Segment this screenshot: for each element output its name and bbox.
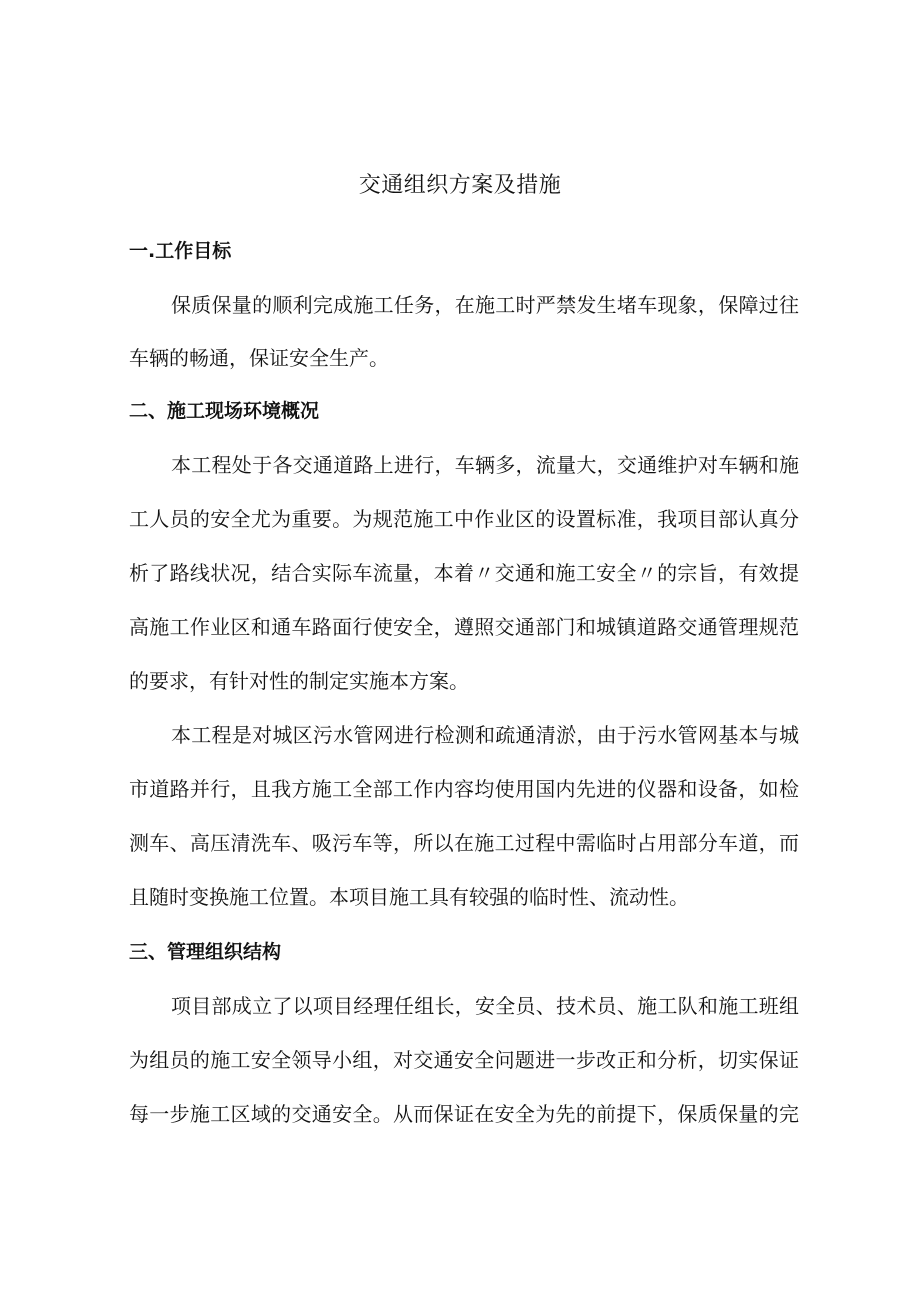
paragraph-line: 保质保量的顺利完成施工任务，在施工时严禁发生堵车现象，保障过往 xyxy=(171,293,799,317)
paragraph-line: 工人员的安全尤为重要。为规范施工中作业区的设置标准，我项目部认真分 xyxy=(129,507,799,531)
paragraph-line: 车辆的畅通，保证安全生产。 xyxy=(129,346,389,370)
page-title: 交通组织方案及措施 xyxy=(358,173,562,198)
section-heading-site-environment: 二、施工现场环境概况 xyxy=(129,400,320,422)
paragraph-line: 且随时变换施工位置。本项目施工具有较强的临时性、流动性。 xyxy=(129,885,689,909)
paragraph-line: 本工程处于各交通道路上进行，车辆多，流量大，交通维护对车辆和施 xyxy=(171,453,799,477)
paragraph-line: 为组员的施工安全领导小组，对交通安全问题进一步改正和分析，切实保证 xyxy=(129,1048,799,1072)
paragraph-line: 高施工作业区和通车路面行使安全，遵照交通部门和城镇道路交通管理规范 xyxy=(129,615,799,639)
paragraph-line: 测车、高压清洗车、吸污车等，所以在施工过程中需临时占用部分车道，而 xyxy=(129,831,799,855)
paragraph-line: 项目部成立了以项目经理任组长，安全员、技术员、施工队和施工班组 xyxy=(171,994,799,1018)
paragraph-line: 析了路线状况，结合实际车流量，本着〃交通和施工安全〃的宗旨，有效提 xyxy=(129,561,799,585)
paragraph-line: 市道路并行，且我方施工全部工作内容均使用国内先进的仪器和设备，如检 xyxy=(129,777,799,801)
paragraph-line: 的要求，有针对性的制定实施本方案。 xyxy=(129,669,469,693)
section-heading-goals: 一.工作目标 xyxy=(129,240,232,262)
paragraph-line: 每一步施工区域的交通安全。从而保证在安全为先的前提下，保质保量的完 xyxy=(129,1102,799,1126)
paragraph-line: 本工程是对城区污水管网进行检测和疏通清淤，由于污水管网基本与城 xyxy=(171,723,799,747)
section-heading-management-structure: 三、管理组织结构 xyxy=(129,941,282,963)
